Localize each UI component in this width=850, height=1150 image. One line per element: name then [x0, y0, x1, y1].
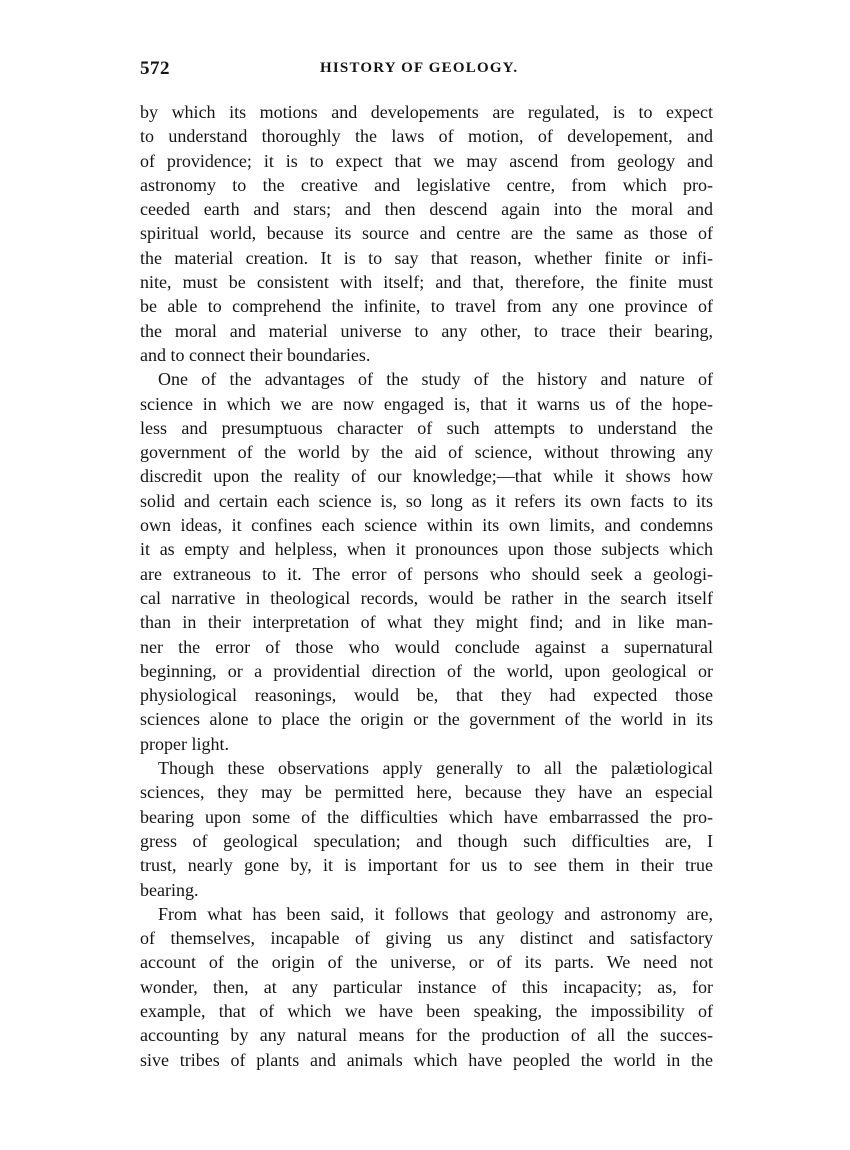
- text-line: by which its motions and developements are regulated, is to expect: [140, 102, 713, 122]
- text-line: are extraneous to it. The error of persons who should seek a geologi-: [140, 563, 713, 584]
- page-number: 572: [140, 58, 170, 79]
- text-line: astronomy to the creative and legislative centre, from which pro-: [140, 174, 713, 195]
- text-line: account of the origin of the universe, or of its parts. We need not: [140, 952, 713, 973]
- text-line: ceeded earth and stars; and then descend again into the moral and: [140, 199, 713, 220]
- body-text: [140, 100, 713, 1072]
- text-line: gress of geological speculation; and though such difficulties are, I: [140, 830, 713, 851]
- text-line: sciences, they may be permitted here, because they have an especial: [140, 782, 713, 803]
- paragraph: [140, 367, 713, 756]
- text-line: bearing upon some of the difficulties which have embarrassed the pro-: [140, 806, 713, 827]
- text-line: accounting by any natural means for the production of all the succes-: [140, 1025, 713, 1046]
- text-line: own ideas, it confines each science within its own limits, and condemns: [140, 515, 713, 536]
- book-page: [140, 58, 713, 1072]
- text-line: solid and certain each science is, so long as it refers its own facts to its: [140, 490, 713, 511]
- text-line: sciences alone to place the origin or the government of the world in its: [140, 709, 713, 730]
- text-line: it as empty and helpless, when it pronounces upon those subjects which: [140, 539, 713, 560]
- text-line: From what has been said, it follows that geology and astronomy are,: [158, 903, 713, 924]
- text-line: discredit upon the reality of our knowledge;—that while it shows how: [140, 466, 713, 487]
- text-line: ner the error of those who would conclude against a supernatural: [140, 636, 713, 657]
- text-line: example, that of which we have been speaking, the impossibility of: [140, 1000, 713, 1021]
- text-line: trust, nearly gone by, it is important for us to see them in their true: [140, 855, 713, 876]
- text-line: physiological reasonings, would be, that they had expected those: [140, 685, 713, 706]
- text-line: the material creation. It is to say that reason, whether finite or infi-: [140, 247, 713, 268]
- text-line: sive tribes of plants and animals which have peopled the world in the: [140, 1049, 713, 1070]
- text-line: less and presumptuous character of such attempts to understand the: [140, 417, 713, 438]
- text-line: of providence; it is to expect that we may ascend from geology and: [140, 150, 713, 171]
- text-line: spiritual world, because its source and centre are the same as those of: [140, 223, 713, 244]
- text-line: to understand thoroughly the laws of motion, of developement, and: [140, 126, 713, 147]
- text-line: beginning, or a providential direction of the world, upon geological or: [140, 660, 713, 681]
- text-line: government of the world by the aid of science, without throwing any: [140, 442, 713, 463]
- text-line: cal narrative in theological records, would be rather in the search itself: [140, 587, 713, 608]
- text-line: be able to comprehend the infinite, to travel from any one province of: [140, 296, 713, 317]
- paragraph: [140, 100, 713, 367]
- text-line: Though these observations apply generally to all the palætiological: [158, 758, 713, 779]
- text-line: of themselves, incapable of giving us any distinct and satisfactory: [140, 928, 713, 949]
- running-title: HISTORY OF GEOLOGY.: [320, 60, 519, 76]
- text-line: science in which we are now engaged is, that it warns us of the hope-: [140, 393, 713, 414]
- text-line: One of the advantages of the study of the history and nature of: [158, 369, 713, 390]
- text-line: bearing.: [140, 879, 199, 900]
- paragraph: [140, 902, 713, 1072]
- text-line: and to connect their boundaries.: [140, 344, 371, 365]
- paragraph: [140, 756, 713, 902]
- text-line: proper light.: [140, 733, 229, 754]
- running-head: [140, 58, 713, 84]
- text-line: wonder, then, at any particular instance of this incapacity; as, for: [140, 976, 713, 997]
- text-line: than in their interpretation of what they might find; and in like man-: [140, 612, 713, 633]
- text-line: the moral and material universe to any other, to trace their bearing,: [140, 320, 713, 341]
- text-line: nite, must be consistent with itself; and that, therefore, the finite must: [140, 272, 713, 293]
